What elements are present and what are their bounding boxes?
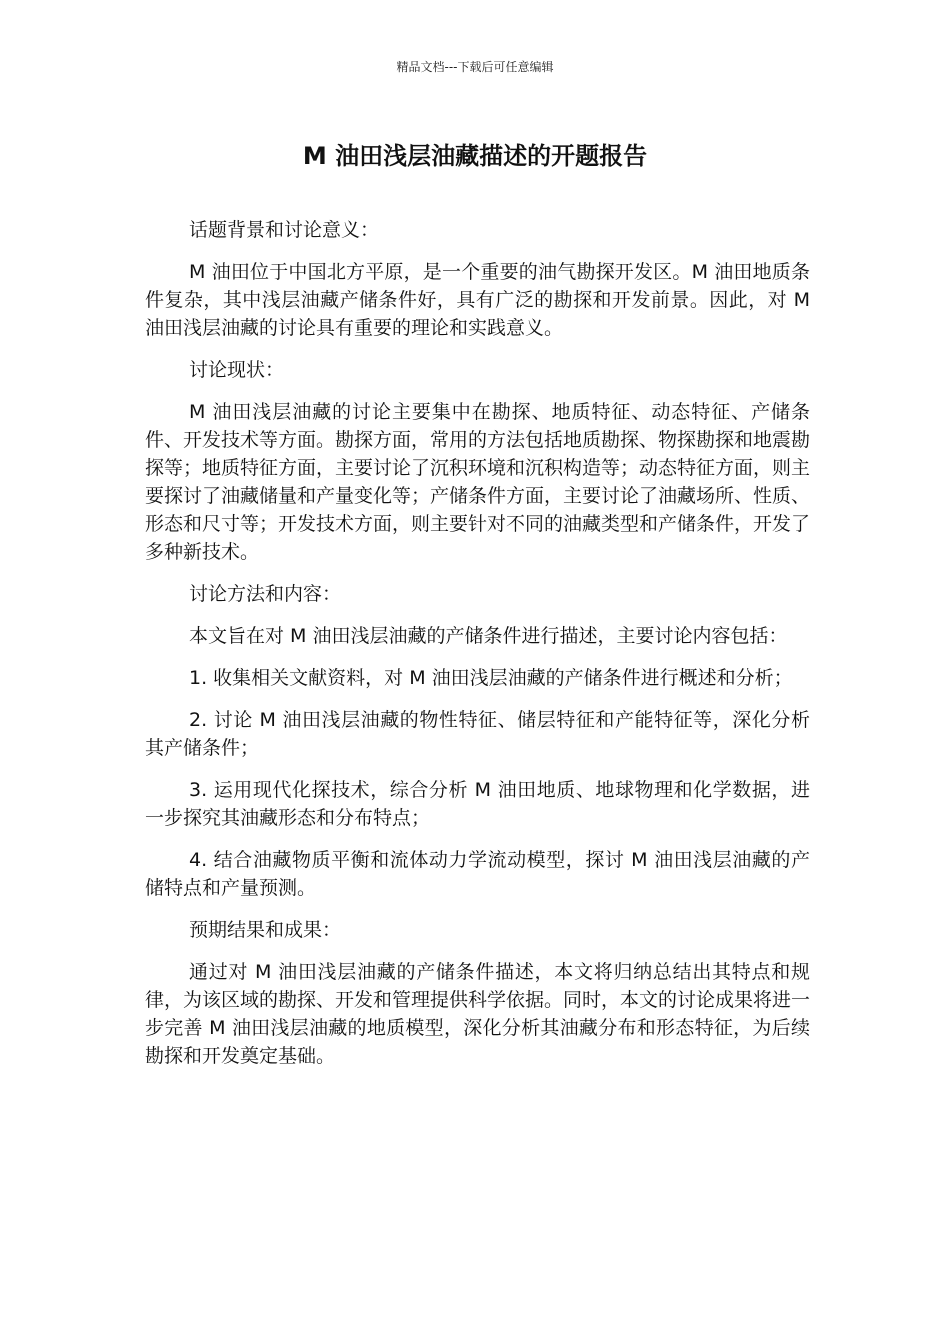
- method-heading: 讨论方法和内容：: [189, 583, 342, 605]
- page-header-note: 精品文档---下载后可任意编辑: [396, 60, 554, 74]
- method-item-4: 4. 结合油藏物质平衡和流体动力学流动模型，探讨 M 油田浅层油藏的产储特点和产量预测。: [145, 849, 810, 899]
- document-body: [145, 216, 810, 1084]
- background-heading: 话题背景和讨论意义：: [189, 219, 380, 241]
- method-intro-paragraph: 本文旨在对 M 油田浅层油藏的产储条件进行描述，主要讨论内容包括：: [189, 625, 788, 647]
- method-item-1: 1. 收集相关文献资料，对 M 油田浅层油藏的产储条件进行概述和分析；: [189, 667, 793, 689]
- results-heading: 预期结果和成果：: [189, 919, 342, 941]
- background-paragraph: M 油田位于中国北方平原，是一个重要的油气勘探开发区。M 油田地质条件复杂，其中浅层油藏产储条件好，具有广泛的勘探和开发前景。因此，对 M 油田浅层油藏的讨论具有重要的理论和实践意义。: [145, 261, 810, 339]
- results-paragraph: 通过对 M 油田浅层油藏的产储条件描述，本文将归纳总结出其特点和规律，为该区域的勘探、开发和管理提供科学依据。同时，本文的讨论成果将进一步完善 M 油田浅层油藏的地质模型，深化分析其油藏分布和形态特征，为后续勘探和开发奠定基础。: [145, 961, 811, 1067]
- status-heading: 讨论现状：: [189, 359, 285, 381]
- method-item-3: 3. 运用现代化探技术，综合分析 M 油田地质、地球物理和化学数据，进一步探究其油藏形态和分布特点；: [145, 779, 810, 829]
- status-paragraph: M 油田浅层油藏的讨论主要集中在勘探、地质特征、动态特征、产储条件、开发技术等方面。勘探方面，常用的方法包括地质勘探、物探勘探和地震勘探等；地质特征方面，主要讨论了沉积环境和沉积构造等；动态特征方面，则主要探讨了油藏储量和产量变化等；产储条件方面，主要讨论了油藏场所、性质、形态和尺寸等；开发技术方面，则主要针对不同的油藏类型和产储条件，开发了多种新技术。: [145, 401, 811, 563]
- document-title: M 油田浅层油藏描述的开题报告: [302, 142, 648, 170]
- method-item-2: 2. 讨论 M 油田浅层油藏的物性特征、储层特征和产能特征等，深化分析其产储条件；: [145, 709, 810, 759]
